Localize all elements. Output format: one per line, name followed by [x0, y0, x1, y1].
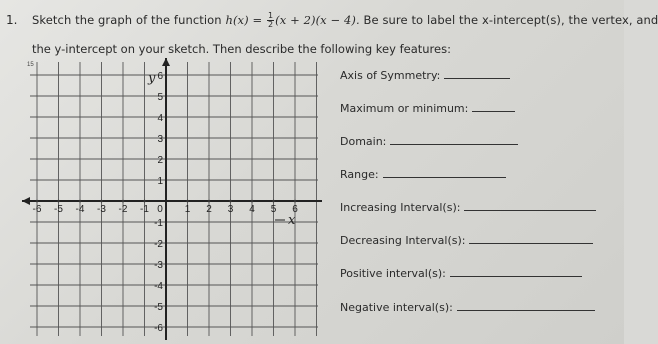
key-feature-label: Maximum or minimum: — [340, 102, 469, 115]
answer-blank[interactable] — [472, 101, 515, 112]
key-feature-label: Negative interval(s): — [340, 301, 453, 314]
y-tick-label: 4 — [157, 113, 163, 124]
x-tick-label: 0 — [157, 204, 163, 215]
answer-blank[interactable] — [390, 134, 518, 145]
axes — [22, 58, 322, 340]
fraction-numerator: 1 — [267, 11, 274, 20]
answer-blank[interactable] — [444, 68, 510, 79]
function-rhs: (x + 2)(x − 4). — [275, 13, 360, 27]
x-tick-mark — [186, 200, 189, 203]
x-tick-label: 4 — [249, 204, 255, 215]
x-tick-mark — [143, 200, 146, 203]
y-axis-label: y — [148, 71, 156, 86]
y-tick-label: 5 — [157, 92, 163, 103]
x-tick-mark — [57, 200, 60, 203]
function-lhs: h(x) = — [225, 13, 266, 27]
key-feature-label: Decreasing Interval(s): — [340, 234, 466, 247]
key-feature-label: Axis of Symmetry: — [340, 69, 441, 82]
y-tick-label: -2 — [154, 239, 163, 250]
y-tick-label: -3 — [154, 260, 163, 271]
answer-blank[interactable] — [450, 266, 582, 277]
tick-labels — [27, 62, 298, 334]
x-tick-label: -6 — [32, 204, 42, 215]
key-feature-prompt — [340, 134, 518, 148]
x-axis-left-arrow — [22, 197, 30, 205]
y-tick-label: -6 — [154, 323, 163, 334]
x-tick-label: -5 — [54, 204, 63, 215]
key-feature-prompt — [340, 300, 595, 314]
x-tick-label: 1 — [184, 204, 191, 215]
fraction-denominator: 2 — [267, 20, 274, 29]
key-feature-label: Range: — [340, 168, 379, 181]
x-tick-label: 6 — [292, 204, 298, 215]
x-tick-mark — [208, 200, 211, 203]
question-text-line2: the y-intercept on your sketch. Then describe the following key features: — [32, 42, 451, 56]
x-tick-mark — [122, 200, 125, 203]
x-tick-mark — [272, 200, 275, 203]
y-tick-label: 2 — [157, 155, 163, 166]
answer-blank[interactable] — [469, 233, 593, 244]
x-tick-label: -2 — [118, 204, 128, 215]
question-intro-text: Sketch the graph of the function — [32, 13, 226, 27]
key-feature-label: Positive interval(s): — [340, 267, 446, 280]
answer-blank[interactable] — [457, 300, 595, 311]
key-feature-prompt — [340, 200, 596, 214]
x-tick-mark — [294, 200, 297, 203]
key-feature-prompt — [340, 68, 510, 82]
question-number: 1. — [6, 13, 18, 27]
answer-blank[interactable] — [383, 167, 506, 178]
grid-lines — [30, 62, 318, 336]
key-feature-label: Increasing Interval(s): — [340, 201, 461, 214]
question-instructions-text: Be sure to label the x-intercept(s), the vertex, and — [359, 13, 658, 27]
y-tick-label: -4 — [154, 281, 163, 292]
x-tick-label: 5 — [270, 204, 277, 215]
answer-blank[interactable] — [464, 200, 596, 211]
key-feature-prompt — [340, 266, 582, 280]
x-tick-mark — [79, 200, 82, 203]
x-tick-label: 2 — [206, 204, 212, 215]
key-feature-prompt — [340, 167, 506, 181]
y-tick-label: 6 — [157, 71, 163, 82]
corner-mark: 15 — [27, 62, 34, 68]
x-tick-mark — [100, 200, 103, 203]
x-tick-mark — [36, 200, 39, 203]
x-tick-mark — [229, 200, 232, 203]
x-tick-label: -4 — [75, 204, 85, 215]
x-tick-label: -1 — [140, 204, 149, 215]
y-tick-label: -5 — [154, 302, 163, 313]
x-tick-label: 3 — [227, 204, 234, 215]
key-feature-prompt — [340, 101, 515, 115]
x-tick-mark — [251, 200, 254, 203]
x-tick-label: -3 — [97, 204, 106, 215]
y-axis-up-arrow — [162, 58, 170, 66]
y-tick-label: 3 — [157, 134, 163, 145]
x-axis-label: x — [288, 213, 296, 228]
y-tick-label: 1 — [157, 176, 163, 187]
key-feature-prompt — [340, 233, 593, 247]
key-feature-label: Domain: — [340, 135, 387, 148]
y-tick-label: -1 — [154, 218, 163, 229]
